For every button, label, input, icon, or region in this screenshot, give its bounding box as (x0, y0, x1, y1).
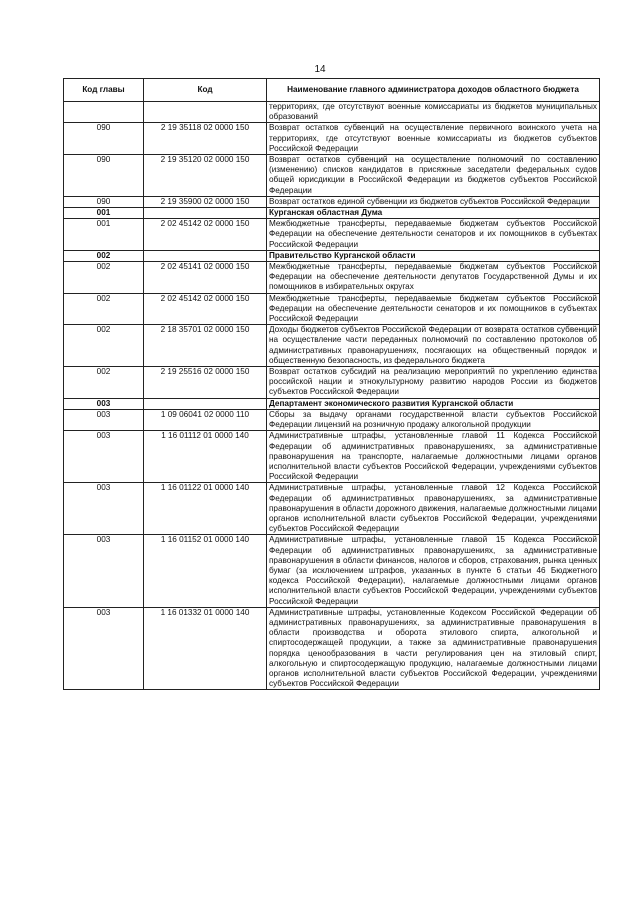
table-row (64, 367, 600, 399)
table-header-row (64, 79, 600, 102)
header-code: Код (144, 79, 267, 102)
chapter-code-cell: 090 (64, 155, 144, 197)
table-row (64, 431, 600, 483)
administrator-name-cell: Административные штрафы, установленные главой 15 Кодекса Российской Федерации об административных правонарушениях, за административные правонарушения в области финансов, налогов и сборов, страхования, рынка ценных бумаг (за исключением штрафов, указанных в пункте 6 статьи 46 Бюджетного кодекса Российской Федерации), налагаемые должностными лицами органов исполнительной власти субъектов Российской Федерации, учреждениями субъектов Российской Федерации (267, 535, 600, 607)
table-row (64, 293, 600, 325)
table-row (64, 607, 600, 690)
administrator-name-cell: Доходы бюджетов субъектов Российской Федерации от возврата остатков субвенций на осуществление части переданных полномочий по составлению протоколов об административных правонарушениях, посягающих на общественный порядок и общественную безопасность, из федерального бюджета (267, 325, 600, 367)
chapter-code-cell: 003 (64, 535, 144, 607)
budget-code-cell: 2 19 25516 02 0000 150 (144, 367, 267, 399)
chapter-code-cell: 002 (64, 325, 144, 367)
header-chapter-code: Код главы (64, 79, 144, 102)
chapter-code-cell (64, 102, 144, 123)
administrator-name-cell: территориях, где отсутствуют военные комиссариаты из бюджетов муниципальных образований (267, 102, 600, 123)
header-administrator-name: Наименование главного администратора доходов областного бюджета (267, 79, 600, 102)
budget-code-cell (144, 208, 267, 219)
administrator-name-cell: Возврат остатков субвенций на осуществление полномочий по составлению (изменению) списков кандидатов в присяжные заседатели федеральных судов общей юрисдикции в Российской Федерации из бюджетов субъектов Российской Федерации (267, 155, 600, 197)
chapter-code-cell: 001 (64, 208, 144, 219)
administrator-name-cell: Сборы за выдачу органами государственной власти субъектов Российской Федерации лицензий на розничную продажу алкогольной продукции (267, 409, 600, 430)
administrator-name-cell: Административные штрафы, установленные главой 11 Кодекса Российской Федерации об административных правонарушениях, за административные правонарушения на транспорте, налагаемые должностными лицами органов исполнительной власти субъектов Российской Федерации, учреждениями субъектов Российской Федерации (267, 431, 600, 483)
budget-code-cell: 2 02 45142 02 0000 150 (144, 219, 267, 251)
table-row (64, 102, 600, 123)
administrator-name-cell: Межбюджетные трансферты, передаваемые бюджетам субъектов Российской Федерации на обеспечение деятельности сенаторов и их помощников в субъектах Российской Федерации (267, 293, 600, 325)
chapter-code-cell: 002 (64, 293, 144, 325)
budget-code-cell: 2 19 35118 02 0000 150 (144, 123, 267, 155)
chapter-code-cell: 090 (64, 123, 144, 155)
administrator-name-cell: Возврат остатков субсидий на реализацию мероприятий по укреплению единства российской нации и этнокультурному развитию народов России из бюджетов субъектов Российской Федерации (267, 367, 600, 399)
budget-code-cell: 2 02 45141 02 0000 150 (144, 262, 267, 294)
revenue-administrators-table (63, 78, 600, 690)
table-row (64, 196, 600, 207)
table-row (64, 483, 600, 535)
budget-code-cell (144, 102, 267, 123)
table-row (64, 262, 600, 294)
budget-code-cell: 1 16 01122 01 0000 140 (144, 483, 267, 535)
administrator-name-cell: Межбюджетные трансферты, передаваемые бюджетам субъектов Российской Федерации на обеспечение деятельности сенаторов и их помощников в субъектах Российской Федерации (267, 219, 600, 251)
administrator-name-cell: Административные штрафы, установленные Кодексом Российской Федерации об административных правонарушениях, за административные правонарушения в области производства и оборота этилового спирта, алкогольной и спиртосодержащей продукции, а также за административные правонарушения порядка ценообразования в части регулирования цен на этиловый спирт, алкогольную и спиртосодержащую продукцию, налагаемые должностными лицами органов исполнительной власти субъектов Российской Федерации, учреждениями субъектов Российской Федерации (267, 607, 600, 690)
administrator-name-cell: Курганская областная Дума (267, 208, 600, 219)
table-row (64, 325, 600, 367)
administrator-name-cell: Административные штрафы, установленные главой 12 Кодекса Российской Федерации об административных правонарушениях, за административные правонарушения в области дорожного движения, налагаемые должностными лицами органов исполнительной власти субъектов Российской Федерации, учреждениями субъектов Российской Федерации (267, 483, 600, 535)
section-row (64, 250, 600, 261)
table-body (64, 102, 600, 690)
budget-code-cell: 2 19 35120 02 0000 150 (144, 155, 267, 197)
table-row (64, 535, 600, 607)
chapter-code-cell: 090 (64, 196, 144, 207)
page-number: 14 (314, 64, 326, 75)
budget-code-cell: 2 02 45142 02 0000 150 (144, 293, 267, 325)
budget-code-cell: 1 16 01332 01 0000 140 (144, 607, 267, 690)
table-row (64, 219, 600, 251)
chapter-code-cell: 003 (64, 431, 144, 483)
administrator-name-cell: Межбюджетные трансферты, передаваемые бюджетам субъектов Российской Федерации на обеспечение деятельности депутатов Государственной Думы и их помощников в избирательных округах (267, 262, 600, 294)
budget-code-cell: 1 16 01112 01 0000 140 (144, 431, 267, 483)
budget-code-cell: 1 16 01152 01 0000 140 (144, 535, 267, 607)
administrator-name-cell: Возврат остатков субвенций на осуществление первичного воинского учета на территориях, где отсутствуют военные комиссариаты из бюджетов субъектов Российской Федерации (267, 123, 600, 155)
budget-code-cell: 2 19 35900 02 0000 150 (144, 196, 267, 207)
budget-code-cell: 2 18 35701 02 0000 150 (144, 325, 267, 367)
section-row (64, 398, 600, 409)
chapter-code-cell: 003 (64, 483, 144, 535)
budget-code-cell: 1 09 06041 02 0000 110 (144, 409, 267, 430)
chapter-code-cell: 002 (64, 250, 144, 261)
administrator-name-cell: Департамент экономического развития Курганской области (267, 398, 600, 409)
administrator-name-cell: Правительство Курганской области (267, 250, 600, 261)
budget-code-cell (144, 398, 267, 409)
chapter-code-cell: 002 (64, 367, 144, 399)
table-row (64, 123, 600, 155)
budget-code-cell (144, 250, 267, 261)
chapter-code-cell: 003 (64, 398, 144, 409)
table-row (64, 155, 600, 197)
chapter-code-cell: 001 (64, 219, 144, 251)
section-row (64, 208, 600, 219)
administrator-name-cell: Возврат остатков единой субвенции из бюджетов субъектов Российской Федерации (267, 196, 600, 207)
chapter-code-cell: 003 (64, 409, 144, 430)
chapter-code-cell: 003 (64, 607, 144, 690)
chapter-code-cell: 002 (64, 262, 144, 294)
table-row (64, 409, 600, 430)
